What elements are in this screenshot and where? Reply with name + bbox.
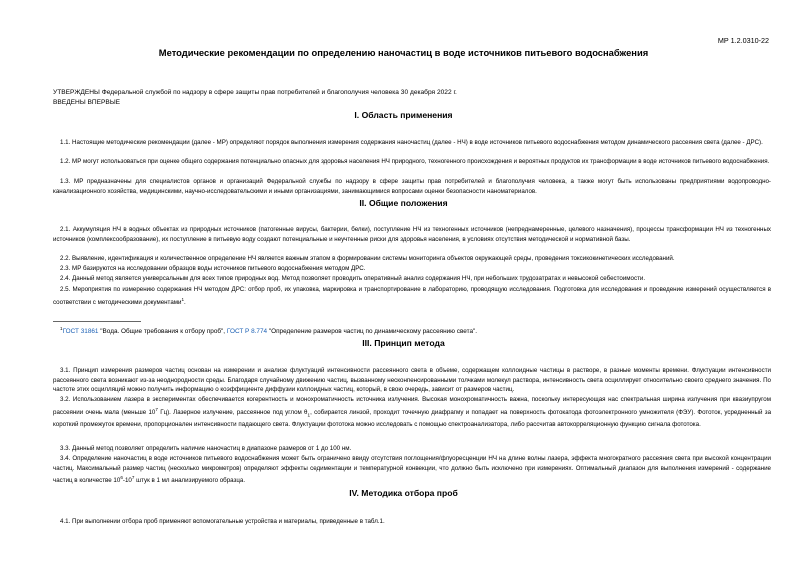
document-code: МР 1.2.0310-22 [717,36,769,45]
paragraph-3-4-exponent-1: 6 [120,475,123,481]
footnote-text-2: "Определение размеров частиц по динамическому рассеянию света". [267,328,478,336]
footnote-marker: 1 [60,326,63,331]
paragraph-1-3: 1.3. МР предназначены для специалистов органов и организаций Федеральной службы по надзору в сфере защиты прав потребителей и благополучия человека, а также могут быть использованы предприятиями водопроводно-канализационного хозяйства, медицинскими, научно-исследовательскими и иными организациями, занимающимися вопросами оценки безопасности наноматериалов. [53,178,771,195]
paragraph-3-2 [53,395,771,429]
footnote-divider [53,321,141,322]
paragraph-3-2-exponent: 7 [155,406,158,412]
section-4-heading: IV. Методика отбора проб [349,488,458,498]
paragraph-2-5-text: 2.5. Мероприятия по измерению содержания НЧ методом ДРС: отбор проб, их упаковка, маркировка и транспортирование в лабораторию, проводящую исследования. Подготовка для исследования и проведение измерений осуществляется в соответствии с методическими документами [53,286,771,306]
paragraph-2-1: 2.1. Аккумуляция НЧ в водных объектах из природных источников (патогенные вирусы, бактерии, белки), поступление НЧ из техногенных источников (непреднамеренные, целевого назначения), процессы трансформации НЧ из техногенных источников (комплексообразование), их поступление в питьевую воду создают потенциальные и неучтенные риски для здоровья населения, в условиях отсутствия методической и нормативной базы. [53,226,771,243]
introduced-line: ВВЕДЕНЫ ВПЕРВЫЕ [53,99,121,106]
section-3-heading: III. Принцип метода [362,338,445,348]
paragraph-2-2: 2.2. Выявление, идентификация и количественное определение НЧ является важным этапом в формировании системы мониторинга объектов окружающей среды, проведения токсикокинетических исследований. [60,255,675,262]
document-title: Методические рекомендации по определению наночастиц в воде источников питьевого водоснабжения [158,47,649,58]
section-1-heading: I. Область применения [354,110,453,120]
approval-block [53,88,457,108]
paragraph-1-1: 1.1. Настоящие методические рекомендации (далее - МР) определяют порядок выполнения измерения содержания наночастиц (далее - НЧ) в воде источников питьевого водоснабжения методом динамического рассеяния света (далее - ДРС). [60,139,763,146]
paragraph-1-2: 1.2. МР могут использоваться при оценке общего содержания потенциально опасных для здоровья населения НЧ природного, техногенного происхождения и вероятных продуктов их трансформации в воде источников питьевого водоснабжения. [60,158,770,165]
paragraph-3-2-text-c: , собирается линзой, проходит точечную диафрагму и попадает на поверхность фотокатода фотоэлектронного умножителя (ФЭУ). Фототок, усредненный за короткий промежуток времени, пропорционален интенсивности падающего света. Флуктуации фототока можно исследовать с помощью спектроанализатора, либо рассчитав автокорреляционную функцию сигнала фототока. [53,408,772,428]
paragraph-3-4-text-b: -10 [122,477,132,485]
paragraph-3-4 [53,454,771,486]
paragraph-3-3: 3.3. Данный метод позволяет определить наличие наночастиц в диапазоне размеров от 1 до 100 нм. [60,445,352,452]
section-2-heading: II. Общие положения [359,198,448,208]
approval-line: УТВЕРЖДЕНЫ Федеральной службой по надзору в сфере защиты прав потребителей и благополучия человека 30 декабря 2022 г. [53,89,457,96]
gost-r-8-774-link[interactable]: ГОСТ Р 8.774 [226,328,268,336]
paragraph-2-3: 2.3. МР базируются на исследовании образцов воды источников питьевого водоснабжения методом ДРС. [60,265,366,272]
gost-31861-link[interactable]: ГОСТ 31861 [62,328,99,336]
footnote-text-1: "Вода. Общие требования к отбору проб", [98,328,227,336]
paragraph-2-5-end: . [184,298,186,306]
paragraph-4-1: 4.1. При выполнении отбора проб применяют вспомогательные устройства и материалы, приведенные в табл.1. [60,518,385,525]
paragraph-2-5 [53,285,771,307]
paragraph-2-4: 2.4. Данный метод является универсальным для всех типов природных вод. Метод позволяет проводить оперативный анализ содержания НЧ, при небольших трудозатратах и невысокой себестоимости. [60,275,646,282]
paragraph-3-4-text-c: штук в 1 мл анализируемого образца. [134,477,246,485]
paragraph-3-2-text-a: 3.2. Использованием лазера в экспериментах обеспечивается когерентность и монохроматичность источника излучения. Высокая монохроматичность важна, поскольку интересующая нас спектральная ширина излучения при квазиупругом рассеянии очень мала (меньше 10 [53,396,771,416]
paragraph-3-2-subscript: 1 [307,412,311,417]
paragraph-3-4-exponent-2: 7 [131,475,135,481]
paragraph-3-4-text-a: 3.4. Определение наночастиц в воде источников питьевого водоснабжения может быть ограничено ввиду отсутствия поглощения/флуоресценции НЧ на длине волны лазера, эффекта многократного рассеяния света при высокой концентрации частиц. Максимальный размер частиц (несколько микрометров) определяют эффекты седиментации и температурной конвекции, что должно быть исключено при измерениях. Оптимальный диапазон для выполнения измерений - содержание частиц в количестве 10 [53,455,771,485]
footnote [60,326,477,335]
paragraph-3-2-text-b: Гц). Лазерное излучение, рассеянное под углом θ [157,408,308,416]
footnote-reference[interactable]: 1 [181,296,185,302]
paragraph-3-1: 3.1. Принцип измерения размеров частиц основан на измерении и анализе флуктуаций интенсивности рассеянного света в объеме, содержащем коллоидные частицы в растворе, в разные моменты времени. Флуктуации интенсивности рассеянного света возникают из-за неоднородности среды. Благодаря случайному движению частиц, вызванному несконпенсированными толчками молекул раствора, интенсивность света осциллирует относительно своего среднего значения. По частоте этих осцилляций можно получить информацию о коэффициенте диффузии коллоидных частиц, который, в свою очередь, зависит от размеров частиц. [53,367,771,394]
